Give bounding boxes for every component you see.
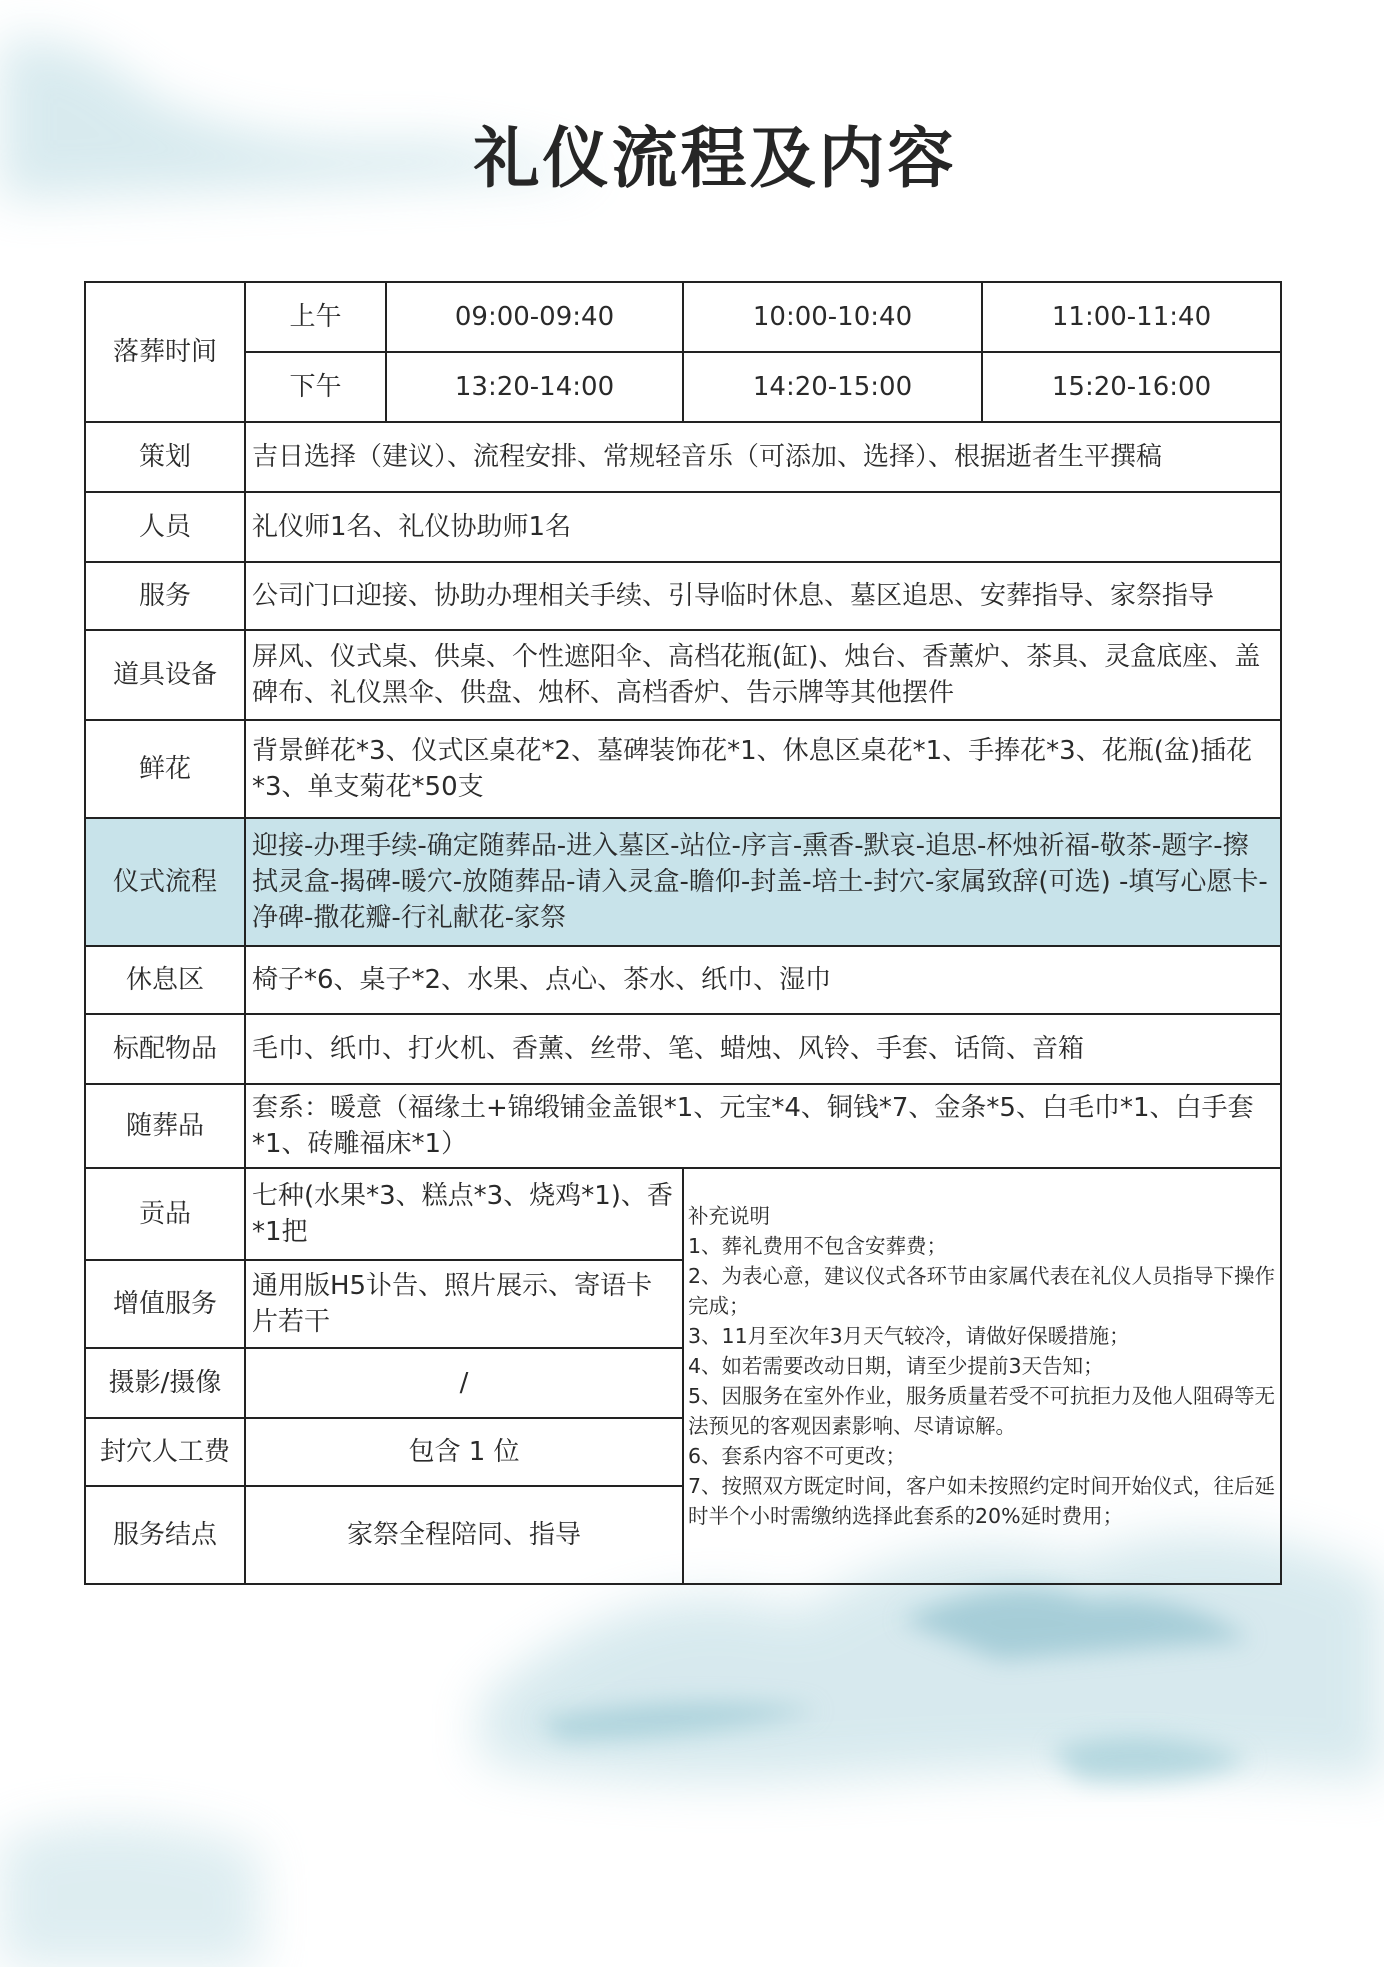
standard-items-label: 标配物品	[85, 1014, 245, 1084]
service-text: 公司门口迎接、协助办理相关手续、引导临时休息、墓区追思、安葬指导、家祭指导	[245, 562, 1281, 630]
time-slot: 15:20-16:00	[982, 352, 1281, 422]
burial-items-text: 套系：暖意（福缘土+锦缎铺金盖银*1、元宝*4、铜钱*7、金条*5、白毛巾*1、白手套*1、砖雕福床*1）	[245, 1084, 1281, 1168]
value-added-text: 通用版H5讣告、照片展示、寄语卡片若干	[245, 1260, 683, 1348]
time-slot: 11:00-11:40	[982, 282, 1281, 352]
service-end-text: 家祭全程陪同、指导	[245, 1486, 683, 1584]
equipment-label: 道具设备	[85, 630, 245, 720]
ceremony-flow-text: 迎接-办理手续-确定随葬品-进入墓区-站位-序言-熏香-默哀-追思-杯烛祈福-敬茶-题字-擦拭灵盒-揭碑-暖穴-放随葬品-请入灵盒-瞻仰-封盖-培土-封穴-家属致辞(可选) -填写心愿卡-净碑-撒花瓣-行礼献花-家祭	[245, 818, 1281, 946]
sealing-fee-label: 封穴人工费	[85, 1418, 245, 1486]
note-item: 7、按照双方既定时间，客户如未按照约定时间开始仪式，往后延时半个小时需缴纳选择此套系的20%延时费用；	[688, 1474, 1276, 1528]
flowers-label: 鲜花	[85, 720, 245, 818]
afternoon-label: 下午	[245, 352, 386, 422]
note-item: 4、如若需要改动日期，请至少提前3天告知；	[688, 1354, 1104, 1378]
service-label: 服务	[85, 562, 245, 630]
note-item: 3、11月至次年3月天气较冷，请做好保暖措施；	[688, 1324, 1130, 1348]
note-item: 1、葬礼费用不包含安葬费；	[688, 1234, 948, 1258]
notes-title: 补充说明	[688, 1204, 770, 1228]
page-title: 礼仪流程及内容	[473, 120, 957, 197]
equipment-text: 屏风、仪式桌、供桌、个性遮阳伞、高档花瓶(缸)、烛台、香薰炉、茶具、灵盒底座、盖碑布、礼仪黑伞、供盘、烛杯、高档香炉、告示牌等其他摆件	[245, 630, 1281, 720]
time-slot: 10:00-10:40	[683, 282, 982, 352]
ceremony-flow-label: 仪式流程	[85, 818, 245, 946]
sealing-fee-text: 包含 1 位	[245, 1418, 683, 1486]
value-added-label: 增值服务	[85, 1260, 245, 1348]
note-item: 6、套系内容不可更改；	[688, 1444, 907, 1468]
planning-label: 策划	[85, 422, 245, 492]
notes-panel	[683, 1168, 1281, 1584]
time-slot: 09:00-09:40	[386, 282, 683, 352]
burial-items-label: 随葬品	[85, 1084, 245, 1168]
note-item: 2、为表心意，建议仪式各环节由家属代表在礼仪人员指导下操作完成；	[688, 1264, 1276, 1318]
staff-label: 人员	[85, 492, 245, 562]
offerings-text: 七种(水果*3、糕点*3、烧鸡*1)、香*1把	[245, 1168, 683, 1260]
planning-text: 吉日选择（建议）、流程安排、常规轻音乐（可添加、选择）、根据逝者生平撰稿	[245, 422, 1281, 492]
rest-area-text: 椅子*6、桌子*2、水果、点心、茶水、纸巾、湿巾	[245, 946, 1281, 1014]
note-item: 5、因服务在室外作业，服务质量若受不可抗拒力及他人阻碍等无法预见的客观因素影响、尽请谅解。	[688, 1384, 1276, 1438]
flowers-text: 背景鲜花*3、仪式区桌花*2、墓碑装饰花*1、休息区桌花*1、手捧花*3、花瓶(盆)插花*3、单支菊花*50支	[245, 720, 1281, 818]
rest-area-label: 休息区	[85, 946, 245, 1014]
time-slot: 14:20-15:00	[683, 352, 982, 422]
standard-items-text: 毛巾、纸巾、打火机、香薰、丝带、笔、蜡烛、风铃、手套、话筒、音箱	[245, 1014, 1281, 1084]
photography-text: /	[245, 1348, 683, 1418]
time-slot: 13:20-14:00	[386, 352, 683, 422]
morning-label: 上午	[245, 282, 386, 352]
staff-text: 礼仪师1名、礼仪协助师1名	[245, 492, 1281, 562]
service-end-label: 服务结点	[85, 1486, 245, 1584]
ceremony-table	[84, 281, 1282, 1585]
burial-time-label: 落葬时间	[85, 282, 245, 422]
photography-label: 摄影/摄像	[85, 1348, 245, 1418]
offerings-label: 贡品	[85, 1168, 245, 1260]
